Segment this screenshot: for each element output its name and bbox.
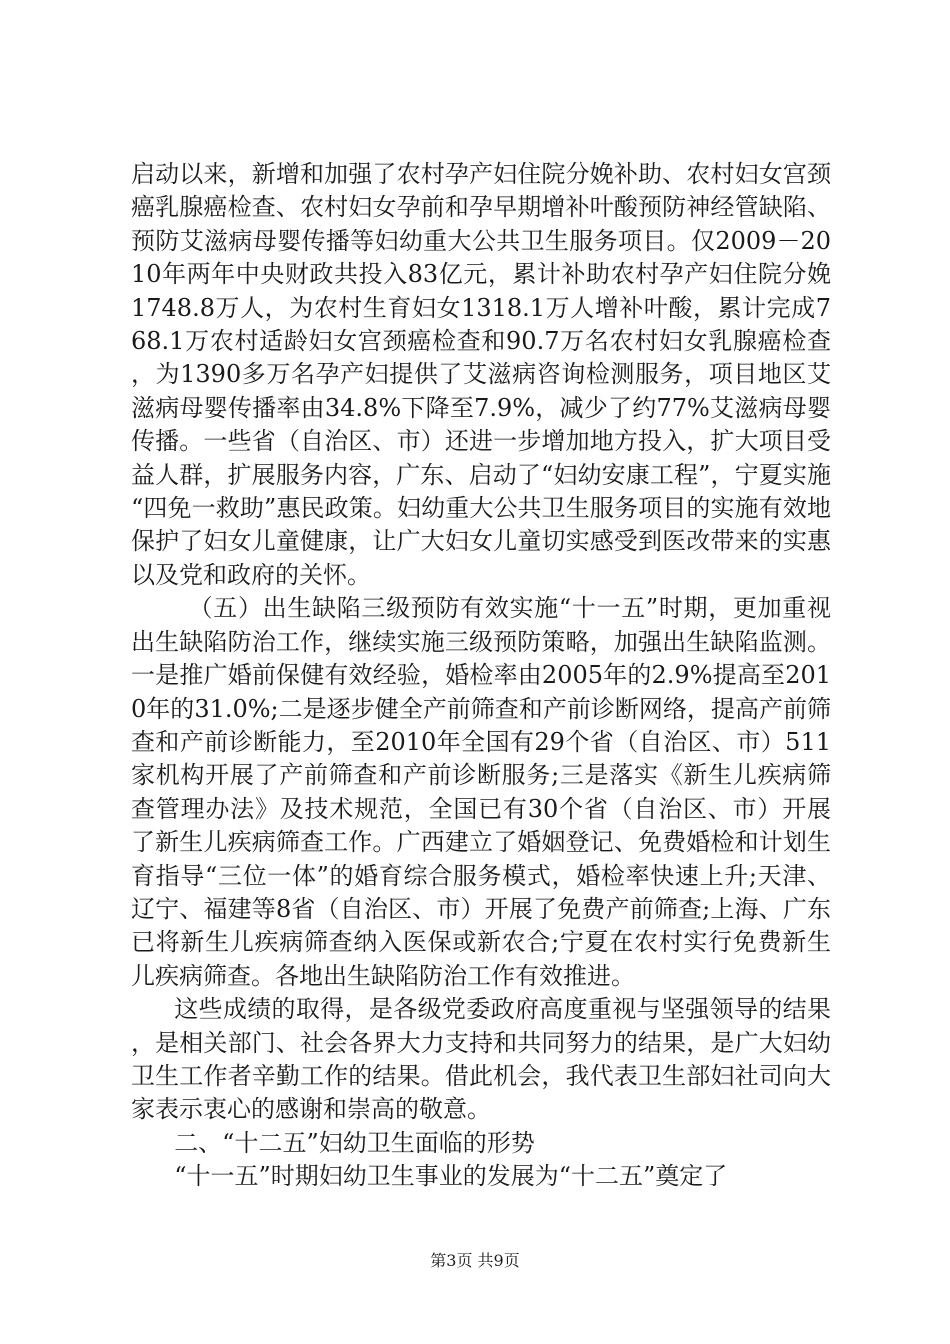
- paragraph-maternal-programs: 启动以来，新增和加强了农村孕产妇住院分娩补助、农村妇女宫颈癌乳腺癌检查、农村妇女孕前和孕早期增补叶酸预防神经管缺陷、预防艾滋病母婴传播等妇幼重大公共卫生服务项目。仅2009－2010年两年中央财政共投入83亿元，累计补助农村孕产妇住院分娩1748.8万人，为农村生育妇女1318.1万人增补叶酸，累计完成768.1万农村适龄妇女宫颈癌检查和90.7万名农村妇女乳腺癌检查，为1390多万名孕产妇提供了艾滋病咨询检测服务，项目地区艾滋病母婴传播率由34.8%下降至7.9%，减少了约77%艾滋病母婴传播。一些省（自治区、市）还进一步增加地方投入，扩大项目受益人群，扩展服务内容，广东、启动了“妇幼安康工程”，宁夏实施“四免一救助”惠民政策。妇幼重大公共卫生服务项目的实施有效地保护了妇女儿童健康，让广大妇女儿童切实感受到医改带来的实惠以及党和政府的关怀。: [131, 160, 831, 589]
- page-footer: 第3页 共9页: [430, 1251, 520, 1270]
- document-body: [131, 158, 831, 1194]
- paragraph-situation: “十一五”时期妇幼卫生事业的发展为“十二五”奠定了: [174, 1162, 728, 1191]
- paragraph-birth-defects: （五）出生缺陷三级预防有效实施“十一五”时期，更加重视出生缺陷防治工作，继续实施三级预防策略，加强出生缺陷监测。一是推广婚前保健有效经验，婚检率由2005年的2.9%提高至2010年的31.0%;二是逐步健全产前筛查和产前诊断网络，提高产前筛查和产前诊断能力，至2010年全国有29个省（自治区、市）511家机构开展了产前筛查和产前诊断服务;三是落实《新生儿疾病筛查管理办法》及技术规范，全国已有30个省（自治区、市）开展了新生儿疾病筛查工作。广西建立了婚姻登记、免费婚检和计划生育指导“三位一体”的婚育综合服务模式，婚检率快速上升;天津、辽宁、福建等8省（自治区、市）开展了免费产前筛查;上海、广东已将新生儿疾病筛查纳入医保或新农合;宁夏在农村实行免费新生儿疾病筛查。各地出生缺陷防治工作有效推进。: [131, 594, 831, 990]
- section-heading: 二、“十二五”妇幼卫生面临的形势: [174, 1128, 535, 1157]
- paragraph-acknowledgement: 这些成绩的取得，是各级党委政府高度重视与坚强领导的结果，是相关部门、社会各界大力支持和共同努力的结果，是广大妇幼卫生工作者辛勤工作的结果。借此机会，我代表卫生部妇社司向大家表示衷心的感谢和崇高的敬意。: [131, 995, 831, 1124]
